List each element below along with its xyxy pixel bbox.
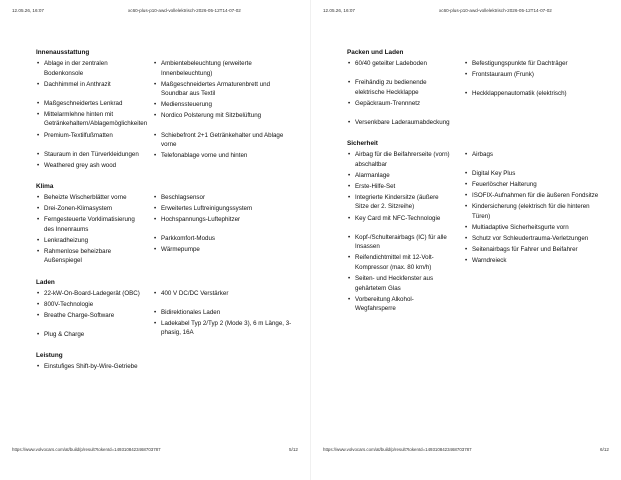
section-leistung [36,352,292,373]
list-item: • Maßgeschneidertes Armaturenbrett und Soundbar aus Textil [153,80,292,99]
section-sicherheit [347,140,603,315]
list-item: • Feuerlöscher Halterung [464,180,603,190]
list-item: • Stauraum in den Türverkleidungen [36,150,143,160]
section-title: Laden [36,278,55,286]
list-item: • Key Card mit NFC-Technologie [347,214,454,224]
list-item: • Rahmenlose beheizbare Außenspiegel [36,247,143,266]
list-item: • Vorbereitung Alkohol-Wegfahrsperre [347,295,454,314]
list-item: • Multiadaptive Sicherheitsgurte vorn [464,223,603,233]
list-item: • Erste-Hilfe-Set [347,182,454,192]
list-item: • Alarmanlage [347,171,454,181]
list-item: • Telefonablage vorne und hinten [153,151,292,161]
list-item: • Airbags [464,150,603,160]
right-column [153,289,292,341]
right-column [153,193,292,268]
right-column [153,59,292,172]
left-column [36,362,143,373]
list-item: • Versenkbare Laderaumabdeckung [347,118,454,128]
list-item: • Drei-Zonen-Klimasystem [36,204,143,214]
list-item: • Befestigungspunkte für Dachträger [464,59,603,69]
document-page-left [0,0,310,480]
list-item: • Kopf-/Schulterairbags (IC) für alle Insassen [347,233,454,252]
right-column [464,150,603,315]
section-title: Leistung [36,351,63,359]
list-item: • Hochspannungs-Luftерhitzer [153,215,292,225]
list-item: • Ferngesteuerte Vorklimatisierung des Innenraums [36,215,143,234]
header-date: 12.05.26, 16:07 [12,8,44,13]
list-item: • Heckklappenautomatik (elektrisch) [464,89,603,99]
list-item: • Reifendichtmittel mit 12-Volt-Kompressor (max. 80 km/h) [347,253,454,272]
list-item: • Lenkradheizung [36,236,143,246]
list-item: • Wärmepumpe [153,245,292,255]
list-item: • ISOFIX-Aufnahmen für die äußeren Fondsitze [464,191,603,201]
header-date: 12.05.26, 16:07 [323,8,355,13]
list-item: • Nordico Polsterung mit Sitzbelüftung [153,111,292,121]
list-item: • Seitenairbags für Fahrer und Beifahrer [464,245,603,255]
section-innenausstattung [36,49,292,172]
section-klima [36,183,292,268]
list-item: • Airbag für die Beifahrerseite (vorn) abschaltbar [347,150,454,169]
right-column [464,59,603,129]
list-item: • Ablage in der zentralen Bodenkonsole [36,59,143,78]
list-item: • Premium-Textilfußmatten [36,131,143,141]
list-item: • 800V-Technologie [36,300,143,310]
list-item: • Dachhimmel in Anthrazit [36,80,143,90]
list-item: • 60/40 geteilter Ladeboden [347,59,454,69]
list-item: • Warndreieck [464,256,603,266]
list-item: • Kindersicherung (elektrisch für die hinteren Türen) [464,202,603,221]
list-item: • Frontstauraum (Frunk) [464,70,603,80]
list-item: • Weathered grey ash wood [36,161,143,171]
section-packen-und-laden [347,49,603,129]
list-item: • Seiten- und Heckfenster aus gehärtetem Glas [347,274,454,293]
left-column [36,193,143,268]
list-item: • Digital Key Plus [464,169,603,179]
left-column [36,59,148,172]
list-item: • Freihändig zu bedienende elektrische Heckklappe [347,78,454,97]
list-item: • Bidirektionales Laden [153,308,292,318]
list-item: • Plug & Charge [36,330,143,340]
section-title: Klima [36,182,54,190]
list-item: • Beschlagsensor [153,193,292,203]
list-item: • Schutz vor Schleudertrauma-Verletzungen [464,234,603,244]
list-item: • Breathe Charge-Software [36,311,143,321]
list-item: • Beheizte Wischerblätter vorne [36,193,143,203]
list-item: • Medienssteuerung [153,100,292,110]
section-laden [36,279,292,341]
list-item: • Einstufiges Shift-by-Wire-Getriebe [36,362,143,372]
list-item: • Schiebefront 2+1 Getränkehalter und Ablage vorne [153,131,292,150]
list-item: • Parkkomfort-Modus [153,234,292,244]
page-number: 6/12 [600,447,609,452]
document-page-right [311,0,621,480]
left-column [36,289,143,341]
list-item: • Mittelarmlehne hinten mit Getränkehaltern/Ablagemöglichkeiten [36,110,143,129]
page-content [347,49,603,326]
page-content [36,49,292,384]
list-item: • Maßgeschneidertes Lenkrad [36,99,143,109]
footer-url: https://www.volvocars.com/at/build/p/result?tokenId=1493108423468703787 [323,447,472,452]
section-title: Sicherheit [347,139,378,147]
header-title: xc60-plus-p10-awd-vollelektrisch-2026-05-12T14-07-02 [439,8,552,13]
list-item: • Gepäckraum-Trennnetz [347,99,454,109]
header-title: xc60-plus-p10-awd-vollelektrisch-2026-05-12T14-07-02 [128,8,241,13]
list-item: • Ambientebeleuchtung (erweiterte Innenbeleuchtung) [153,59,292,78]
left-column [347,59,454,129]
list-item: • 22-kW-On-Board-Ladegerät (OBC) [36,289,143,299]
list-item: • 400 V DC/DC Verstärker [153,289,292,299]
list-item: • Erweitertes Luftreinigungssystem [153,204,292,214]
list-item: • Ladekabel Typ 2/Typ 2 (Mode 3), 6 m Länge, 3-phasig, 16A [153,319,292,338]
footer-url: https://www.volvocars.com/at/build/p/result?tokenId=1493108423468703787 [12,447,161,452]
right-column [153,362,292,373]
page-number: 5/12 [289,447,298,452]
list-item: • Integrierte Kindersitze (äußere Sitze der 2. Sitzreihe) [347,193,454,212]
section-title: Packen und Laden [347,49,404,56]
section-title: Innenausstattung [36,49,90,56]
left-column [347,150,454,315]
